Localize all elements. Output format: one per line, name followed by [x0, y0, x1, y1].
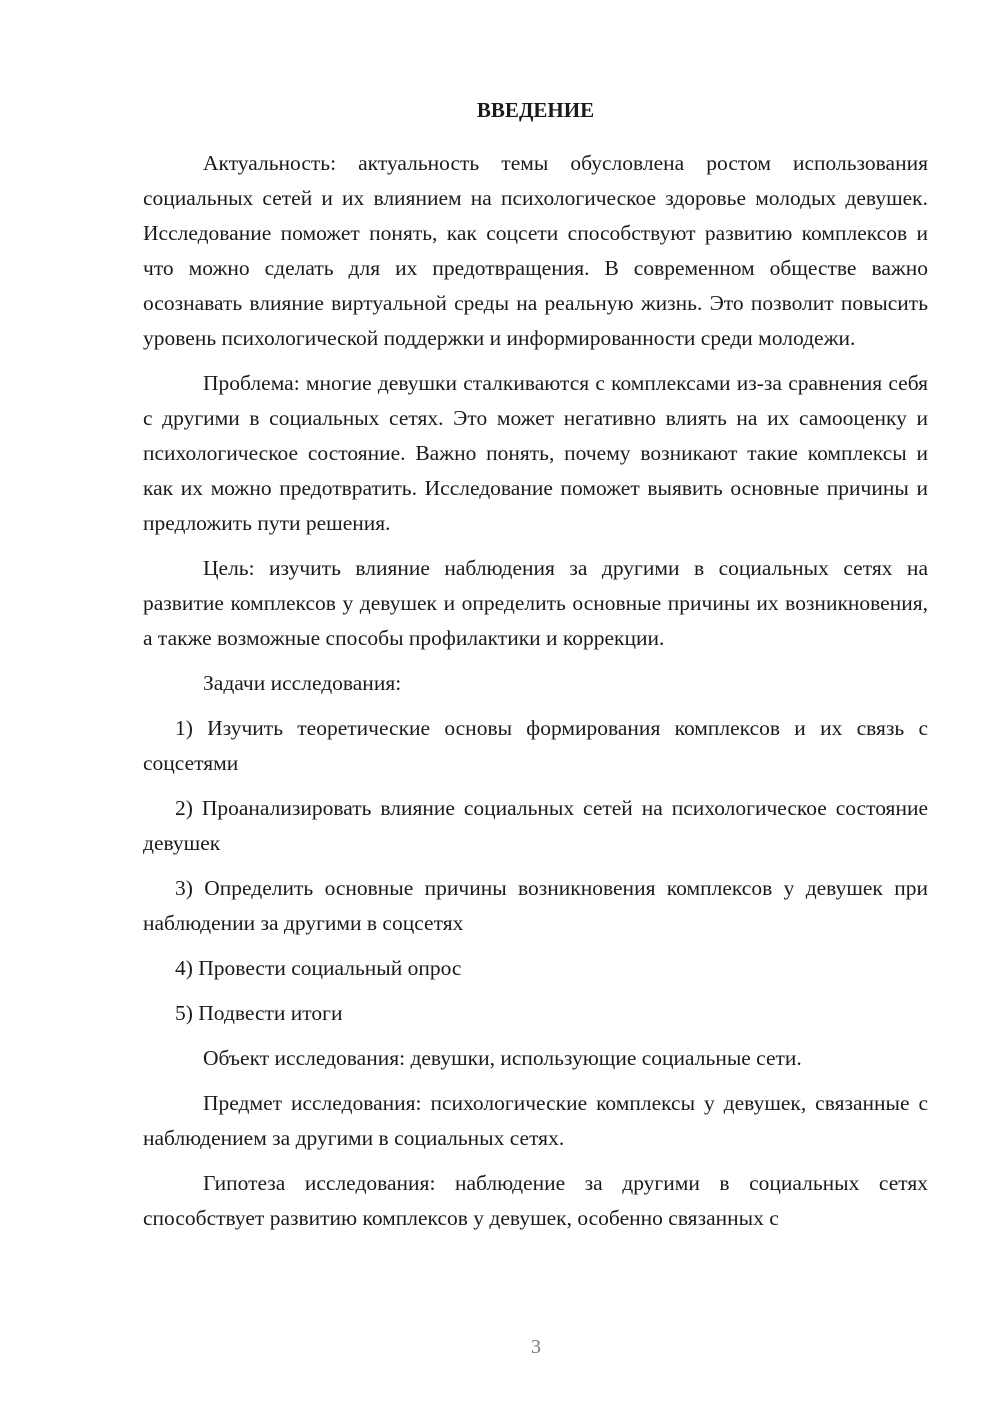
task-item: 5) Подвести итоги — [175, 1001, 343, 1025]
document-page — [143, 96, 928, 1236]
paragraph-relevance: Актуальность: актуальность темы обусловлена ростом использования социальных сетей и их влиянием на психологическое здоровье молодых девушек. Исследование поможет понять, как соцсети способствуют развитию комплексов и что можно сделать для их предотвращения. В современном обществе важно осознавать влияние виртуальной среды на реальную жизнь. Это позволит повысить уровень психологической поддержки и информированности среди молодежи. — [143, 151, 928, 350]
page-number: 3 — [531, 1336, 541, 1358]
task-item: 1) Изучить теоретические основы формирования комплексов и их связь с соцсетями — [143, 716, 928, 775]
tasks-heading: Задачи исследования: — [203, 671, 402, 695]
paragraph-goal: Цель: изучить влияние наблюдения за другими в социальных сетях на развитие комплексов у девушек и определить основные причины их возникновения, а также возможные способы профилактики и коррекции. — [143, 556, 928, 650]
task-item: 3) Определить основные причины возникновения комплексов у девушек при наблюдении за другими в соцсетях — [143, 876, 928, 935]
paragraph-object: Объект исследования: девушки, использующие социальные сети. — [203, 1046, 802, 1070]
task-item: 4) Провести социальный опрос — [175, 956, 462, 980]
paragraph-problem: Проблема: многие девушки сталкиваются с комплексами из-за сравнения себя с другими в социальных сетях. Это может негативно влиять на их самооценку и психологическое состояние. Важно понять, почему возникают такие комплексы и как их можно предотвратить. Исследование поможет выявить основные причины и предложить пути решения. — [143, 371, 928, 535]
task-item: 2) Проанализировать влияние социальных сетей на психологическое состояние девушек — [143, 796, 928, 855]
page-title: ВВЕДЕНИЕ — [476, 98, 595, 122]
paragraph-hypothesis: Гипотеза исследования: наблюдение за другими в социальных сетях способствует развитию комплексов у девушек, особенно связанных с — [143, 1171, 928, 1230]
tasks-list — [143, 711, 928, 1031]
paragraph-subject: Предмет исследования: психологические комплексы у девушек, связанные с наблюдением за другими в социальных сетях. — [143, 1091, 928, 1150]
